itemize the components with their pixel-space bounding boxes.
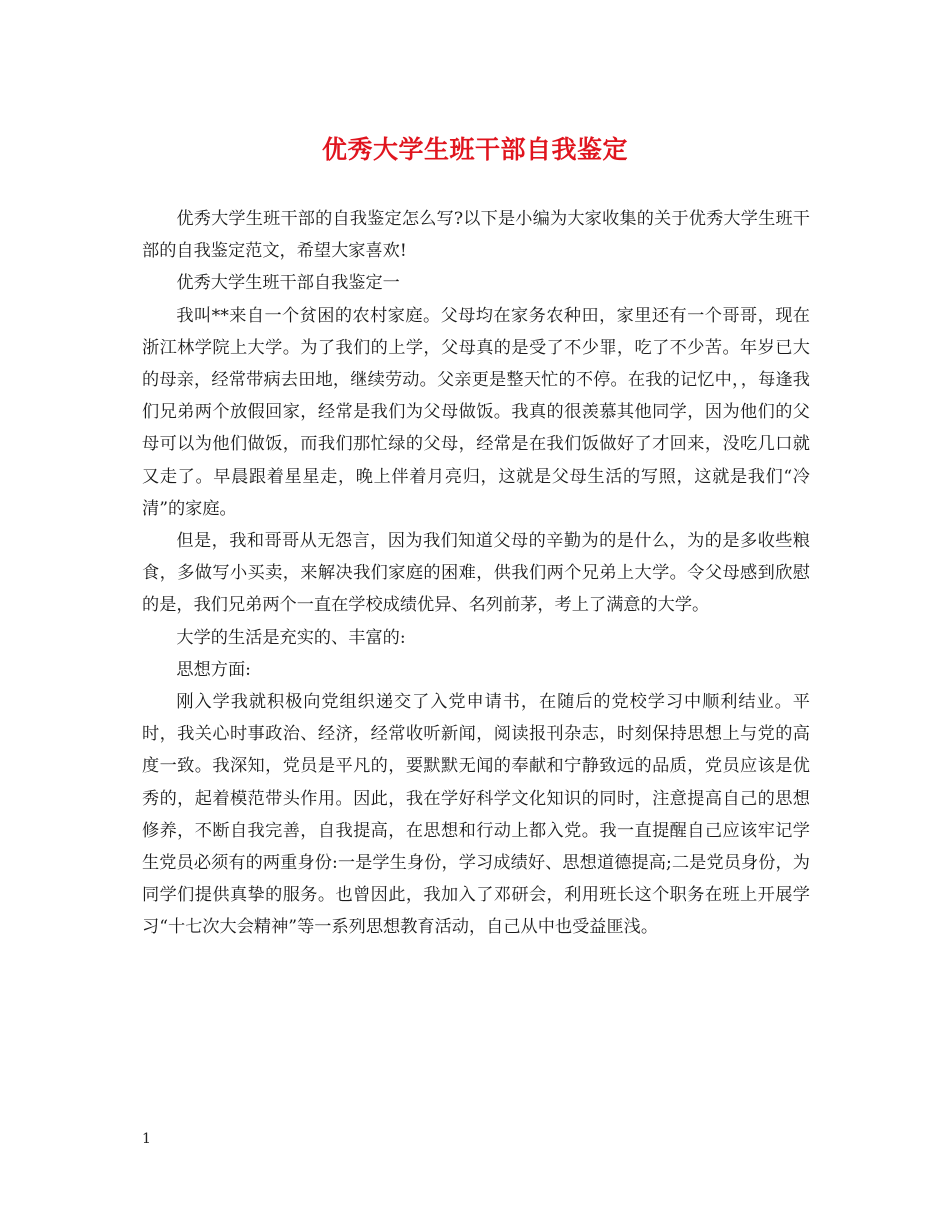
body-paragraph: 大学的生活是充实的、丰富的: — [176, 627, 406, 648]
document-title: 优秀大学生班干部自我鉴定 — [321, 135, 628, 164]
body-paragraph: 我叫**来自一个贫困的农村家庭。父母均在家务农种田，家里还有一个哥哥，现在浙江林学院上大学。为了我们的上学，父母真的是受了不少罪，吃了不少苦。年岁已大的母亲，经常带病去田地，继续劳动。父亲更是整天忙的不停。在我的记忆中，，每逢我们兄弟两个放假回家，经常是我们为父母做饭。我真的很羡慕其他同学，因为他们的父母可以为他们做饭，而我们那忙绿的父母，经常是在我们饭做好了才回来，没吃几口就又走了。早晨跟着星星走，晚上伴着月亮归，这就是父母生活的写照，这就是我们“冷清”的家庭。 — [142, 305, 810, 519]
body-paragraph: 但是，我和哥哥从无怨言，因为我们知道父母的辛勤为的是什么，为的是多收些粮食，多做写小买卖，来解决我们家庭的困难，供我们两个兄弟上大学。令父母感到欣慰的是，我们兄弟两个一直在学校成绩优异、名列前茅，考上了满意的大学。 — [142, 531, 810, 616]
section-heading: 优秀大学生班干部自我鉴定一 — [176, 273, 400, 294]
subsection-heading: 思想方面: — [176, 659, 251, 680]
intro-paragraph: 优秀大学生班干部的自我鉴定怎么写?以下是小编为大家收集的关于优秀大学生班干部的自我鉴定范文，希望大家喜欢! — [142, 209, 810, 262]
body-paragraph: 刚入学我就积极向党组织递交了入党申请书，在随后的党校学习中顺利结业。平时，我关心时事政治、经济，经常收听新闻，阅读报刊杂志，时刻保持思想上与党的高度一致。我深知，党员是平凡的，要默默无闻的奉献和宁静致远的品质，党员应该是优秀的，起着模范带头作用。因此，我在学好科学文化知识的同时，注意提高自己的思想修养，不断自我完善，自我提高，在思想和行动上都入党。我一直提醒自己应该牢记学生党员必须有的两重身份:一是学生身份，学习成绩好、思想道德提高;二是党员身份，为同学们提供真挚的服务。也曾因此，我加入了邓研会，利用班长这个职务在班上开展学习“十七次大会精神”等一系列思想教育活动，自己从中也受益匪浅。 — [142, 692, 810, 938]
page-number: 1 — [142, 1131, 151, 1147]
document-body — [142, 203, 810, 944]
